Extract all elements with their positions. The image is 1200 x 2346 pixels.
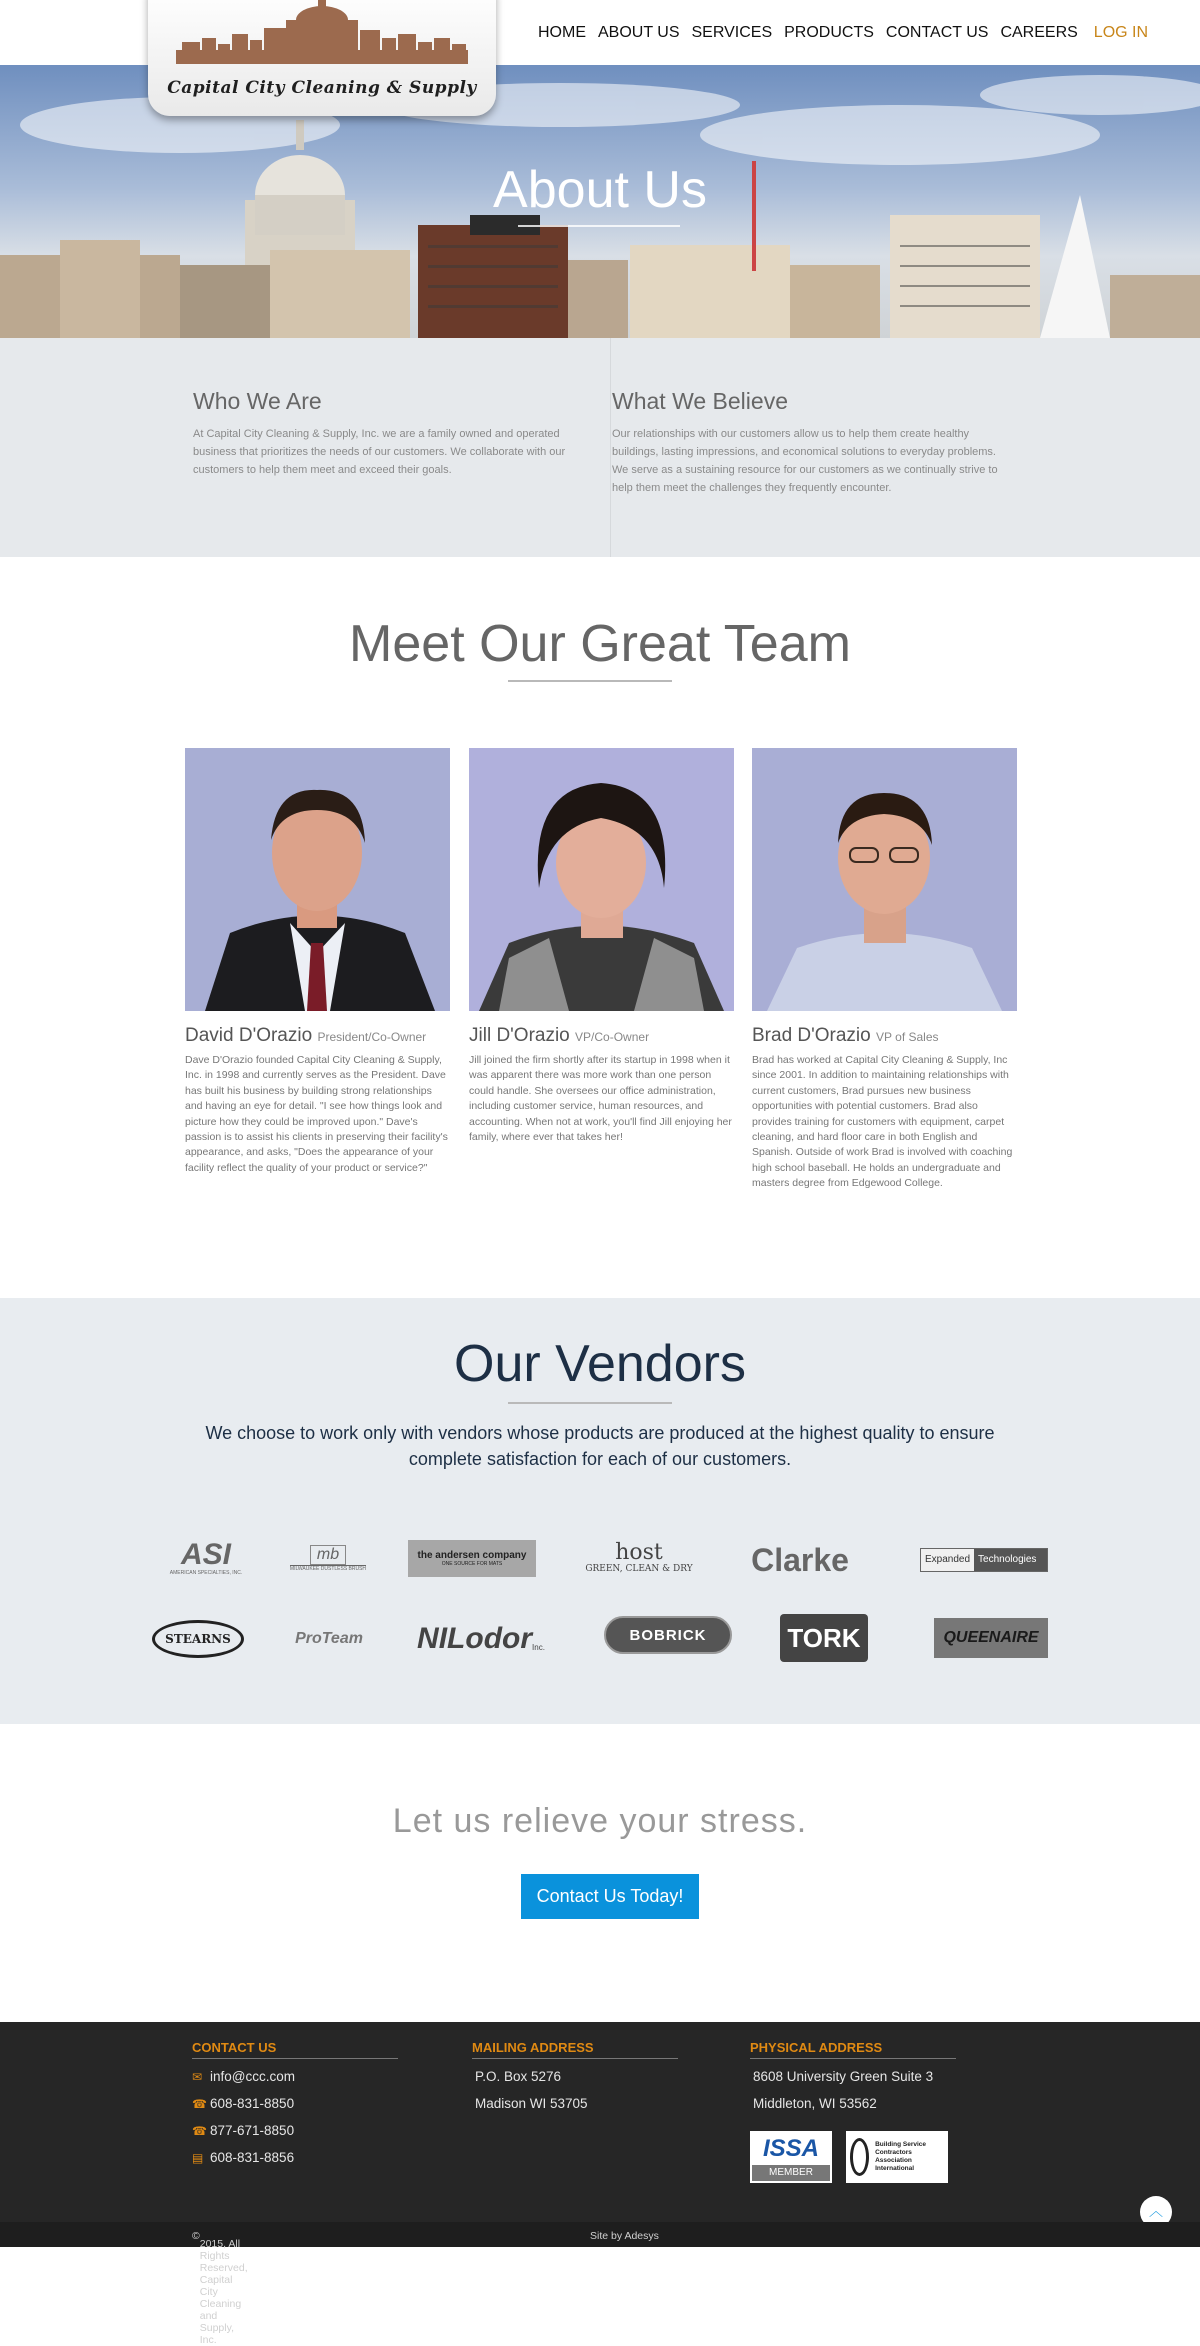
nav-contact-us[interactable]: CONTACT US: [885, 24, 989, 41]
nilodor-logo[interactable]: NILodor Inc.: [417, 1622, 545, 1655]
asi-logo[interactable]: ASI AMERICAN SPECIALTIES, INC.: [169, 1538, 243, 1576]
member-bio: Brad has worked at Capital City Cleaning & Supply, Inc since 2001. In addition to maintaining relationships with current customers, Brad pursues new business opportunities with potential customers. Brad also provides training for customers with equipment, carpet cleaning, and hard floor care in both English and Spanish. Outside of work Brad is involved with coaching high school baseball. He holds an undergraduate and masters degree from Edgewood College.: [752, 1054, 1013, 1190]
footer-mailing-heading: MAILING ADDRESS: [472, 2040, 678, 2059]
member-name: Jill D'Orazio: [469, 1025, 570, 1046]
queenaire-logo[interactable]: QUEENAIRE: [934, 1618, 1048, 1658]
brad-name-line: [752, 1025, 1018, 1047]
footer-phone-1[interactable]: ☎ 608-831-8850: [192, 2096, 295, 2111]
who-we-are-text: At Capital City Cleaning & Supply, Inc. we are a family owned and operated business that prioritizes the needs of our customers. We collaborate with our customers to help them meet and exceed their goals.: [193, 428, 566, 476]
member-bio: Dave D'Orazio founded Capital City Cleaning & Supply, Inc. in 1998 and currently serves as the President. Dave has built his business by building strong relationships and having an eye for detail. "I see how things look and picture how they could be improved upon." Dave's passion is to assist his clients in preserving their facility's appearance, and asks, "Does the appearance of your facility reflect the quality of your product or service?": [185, 1054, 448, 1174]
footer-physical-heading: PHYSICAL ADDRESS: [750, 2040, 956, 2059]
vendors-heading: Our Vendors: [454, 1335, 746, 1393]
team-heading-underline: [508, 680, 672, 682]
nav-home[interactable]: HOME: [538, 24, 586, 41]
footer-contact-heading: CONTACT US: [192, 2040, 398, 2059]
nav-products[interactable]: PRODUCTS: [784, 24, 874, 41]
issa-member-badge[interactable]: ISSA MEMBER: [750, 2131, 832, 2183]
member-name: Brad D'Orazio: [752, 1025, 871, 1046]
fax-icon: ▤: [192, 2151, 204, 2165]
host-logo[interactable]: host GREEN, CLEAN & DRY: [585, 1540, 693, 1574]
site-footer: [0, 2022, 1200, 2346]
vendors-section: [0, 1298, 1200, 1724]
team-heading: Meet Our Great Team: [349, 615, 851, 673]
team-member-jill: [469, 748, 735, 1145]
title-underline: [518, 225, 680, 227]
mailing-line-1: P.O. Box 5276: [475, 2069, 562, 2084]
footer-physical: [750, 2040, 956, 2122]
brand-name: Capital City Cleaning & Supply: [167, 78, 477, 98]
main-nav: [538, 24, 1160, 42]
what-we-believe: [612, 388, 1007, 497]
david-photo: [185, 748, 450, 1011]
david-name-line: [185, 1025, 451, 1047]
member-role: VP/Co-Owner: [575, 1030, 650, 1044]
clarke-logo[interactable]: Clarke: [751, 1541, 849, 1578]
capitol-skyline-icon: [174, 0, 470, 76]
footer-phone-2[interactable]: ☎ 877-671-8850: [192, 2123, 295, 2138]
footer-contact: [192, 2040, 398, 2176]
about-section: [0, 338, 1200, 557]
bobrick-logo[interactable]: BOBRICK: [604, 1616, 732, 1654]
cta-heading: Let us relieve your stress.: [392, 1802, 808, 1840]
stearns-logo[interactable]: STEARNS: [152, 1620, 244, 1658]
member-role: VP of Sales: [876, 1030, 939, 1044]
site-credit-link[interactable]: Site by Adesys: [590, 2230, 659, 2242]
nav-services[interactable]: SERVICES: [691, 24, 773, 41]
mailing-line-2: Madison WI 53705: [475, 2096, 588, 2111]
brad-photo: [752, 748, 1017, 1011]
contact-us-button[interactable]: Contact Us Today!: [521, 1874, 699, 1919]
vendors-description: We choose to work only with vendors whose products are produced at the highest quality to ensure complete satisfaction for each of our customers.: [205, 1423, 995, 1469]
copyright-text: © 2015, All Rights Reserved, Capital City Cleaning and Supply, Inc.: [192, 2230, 248, 2346]
member-name: David D'Orazio: [185, 1025, 313, 1046]
team-member-david: [185, 748, 451, 1176]
proteam-logo[interactable]: ProTeam: [295, 1630, 363, 1647]
footer-mailing: [472, 2040, 678, 2122]
chevron-up-icon: ︿: [1149, 2203, 1163, 2219]
andersen-company-logo[interactable]: the andersen company ONE SOURCE FOR MATS: [408, 1540, 536, 1577]
site-logo[interactable]: [148, 0, 496, 116]
nav-about-us[interactable]: ABOUT US: [598, 24, 680, 41]
nav-log-in[interactable]: LOG IN: [1093, 24, 1149, 41]
member-bio: Jill joined the firm shortly after its startup in 1998 when it was apparent there was more work than one person could handle. She oversees our office administration, including customer service, human resources, and accounting. When not at work, you'll find Jill enjoying her family, where ever that takes her!: [469, 1054, 732, 1144]
what-we-believe-text: Our relationships with our customers allow us to help them create healthy buildings, lasting impressions, and economical solutions to everyday problems. We serve as a sustaining resource for our customers as we continually strive to help them meet the challenges they frequently encounter.: [612, 428, 998, 494]
column-divider: [610, 338, 611, 557]
bsca-member-badge[interactable]: Building Service Contractors Association International: [846, 2131, 948, 2183]
nav-careers[interactable]: CAREERS: [1000, 24, 1078, 41]
footer-email[interactable]: ✉ info@ccc.com: [192, 2069, 295, 2084]
who-we-are: [193, 388, 578, 479]
vendors-heading-underline: [508, 1402, 672, 1404]
milwaukee-dustless-brush-logo[interactable]: mb MILWAUKEE DUSTLESS BRUSH: [289, 1545, 367, 1572]
jill-name-line: [469, 1025, 735, 1047]
phone-icon: ☎: [192, 2097, 207, 2111]
footer-fax: ▤ 608-831-8856: [192, 2150, 295, 2165]
jill-photo: [469, 748, 734, 1011]
footer-bottom-bar: [0, 2222, 1200, 2346]
envelope-icon: ✉: [192, 2070, 203, 2084]
expanded-technologies-logo[interactable]: Expanded Technologies: [920, 1548, 1048, 1572]
who-we-are-heading: Who We Are: [193, 388, 322, 414]
physical-line-1: 8608 University Green Suite 3: [753, 2069, 934, 2084]
what-we-believe-heading: What We Believe: [612, 388, 788, 414]
bsca-seal-icon: [850, 2138, 869, 2176]
physical-line-2: Middleton, WI 53562: [753, 2096, 877, 2111]
member-role: President/Co-Owner: [317, 1030, 427, 1044]
phone-icon: ☎: [192, 2124, 207, 2138]
team-member-brad: [752, 748, 1018, 1192]
page-title: About Us: [493, 161, 707, 219]
tork-logo[interactable]: TORK: [780, 1614, 868, 1662]
